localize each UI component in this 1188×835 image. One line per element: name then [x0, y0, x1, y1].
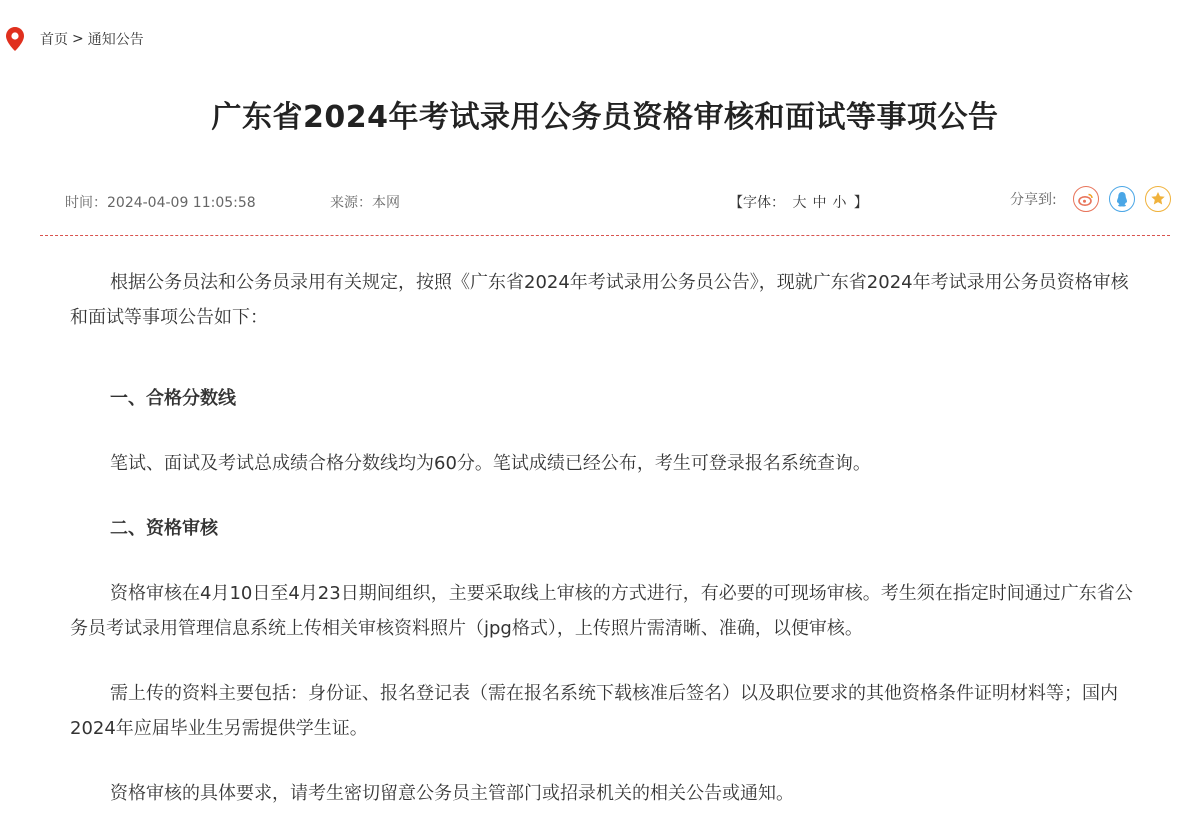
source-value: 本网	[372, 195, 400, 211]
section-heading-1: 一、合格分数线	[110, 388, 236, 409]
weibo-icon[interactable]	[1073, 186, 1099, 212]
location-pin-icon	[6, 27, 24, 51]
time-value: 2024-04-09 11:05:58	[107, 195, 256, 211]
article-body	[70, 265, 1142, 811]
paragraph-review-schedule: 资格审核在4月10日至4月23日期间组织，主要采取线上审核的方式进行，有必要的可现场审核。考生须在指定时间通过广东省公务员考试录用管理信息系统上传相关审核资料照片（jpg格式），上传照片需清晰、准确，以便审核。	[70, 583, 1133, 639]
paragraph-review-notice: 资格审核的具体要求，请考生密切留意公务员主管部门或招录机关的相关公告或通知。	[110, 783, 794, 804]
meta-divider	[40, 235, 1170, 236]
breadcrumb-separator: >	[72, 31, 84, 47]
font-size-switcher	[729, 192, 868, 212]
font-size-open: 【字体：	[729, 195, 785, 211]
breadcrumb-current-link[interactable]: 通知公告	[87, 32, 144, 48]
section-heading-2: 二、资格审核	[110, 518, 218, 539]
paragraph-cutoff-score: 笔试、面试及考试总成绩合格分数线均为60分。笔试成绩已经公布，考生可登录报名系统查询。	[110, 453, 871, 474]
paragraph-required-materials: 需上传的资料主要包括：身份证、报名登记表（需在报名系统下载核准后签名）以及职位要求的其他资格条件证明材料等；国内2024年应届毕业生另需提供学生证。	[70, 683, 1118, 739]
share-label: 分享到:	[1010, 192, 1057, 208]
publish-time	[65, 192, 256, 212]
breadcrumb-home-link[interactable]: 首页	[40, 32, 68, 48]
font-size-large[interactable]: 大	[792, 195, 807, 211]
font-size-medium[interactable]: 中	[812, 195, 827, 211]
page-title: 广东省2024年考试录用公务员资格审核和面试等事项公告	[211, 100, 999, 135]
breadcrumb	[6, 28, 144, 50]
qzone-icon[interactable]	[1145, 186, 1171, 212]
font-size-small[interactable]: 小	[832, 195, 847, 211]
source	[330, 192, 400, 212]
share-bar	[1010, 186, 1171, 212]
intro-paragraph: 根据公务员法和公务员录用有关规定，按照《广东省2024年考试录用公务员公告》，现就广东省2024年考试录用公务员资格审核和面试等事项公告如下：	[70, 272, 1129, 328]
qq-icon[interactable]	[1109, 186, 1135, 212]
time-label: 时间：	[65, 195, 107, 211]
source-label: 来源：	[330, 195, 372, 211]
font-size-close: 】	[853, 195, 868, 211]
